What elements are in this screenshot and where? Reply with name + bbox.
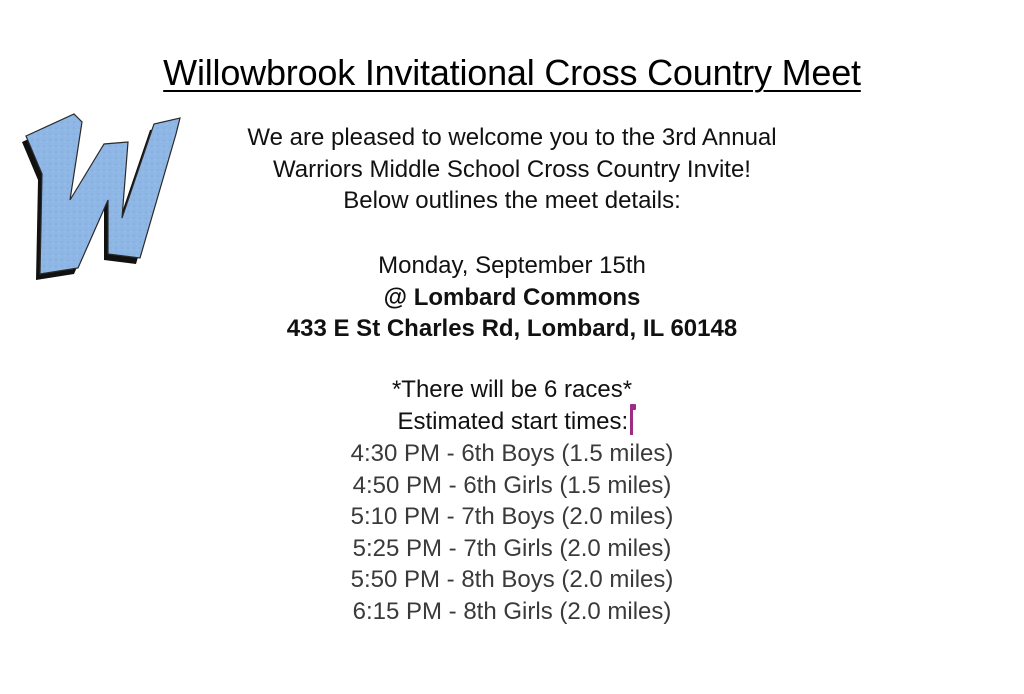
welcome-line: We are pleased to welcome you to the 3rd Annual — [247, 124, 777, 151]
schedule-row: 5:10 PM - 7th Boys (2.0 miles) — [350, 503, 674, 530]
welcome-line: Warriors Middle School Cross Country Invite! — [273, 155, 751, 183]
race-schedule — [0, 438, 1024, 627]
meet-address: 433 E St Charles Rd, Lombard, IL 60148 — [286, 315, 738, 342]
text-cursor-icon — [630, 407, 633, 435]
schedule-row: 6:15 PM - 8th Girls (2.0 miles) — [352, 597, 672, 625]
races-info — [0, 374, 1024, 437]
races-note: *There will be 6 races* — [391, 376, 633, 403]
welcome-line: Below outlines the meet details: — [343, 187, 681, 214]
meet-venue: @ Lombard Commons — [383, 283, 641, 311]
schedule-row: 5:50 PM - 8th Boys (2.0 miles) — [350, 566, 674, 593]
start-times-heading — [0, 406, 1024, 438]
schedule-row: 4:30 PM - 6th Boys (1.5 miles) — [350, 440, 674, 467]
meet-date: Monday, September 15th — [378, 252, 646, 279]
welcome-message — [0, 122, 1024, 217]
start-times-label: Estimated start times: — [397, 407, 629, 435]
schedule-row: 4:50 PM - 6th Girls (1.5 miles) — [352, 471, 672, 499]
meet-details — [0, 250, 1024, 345]
page-title: Willowbrook Invitational Cross Country Meet — [163, 52, 861, 93]
schedule-row: 5:25 PM - 7th Girls (2.0 miles) — [352, 534, 672, 562]
